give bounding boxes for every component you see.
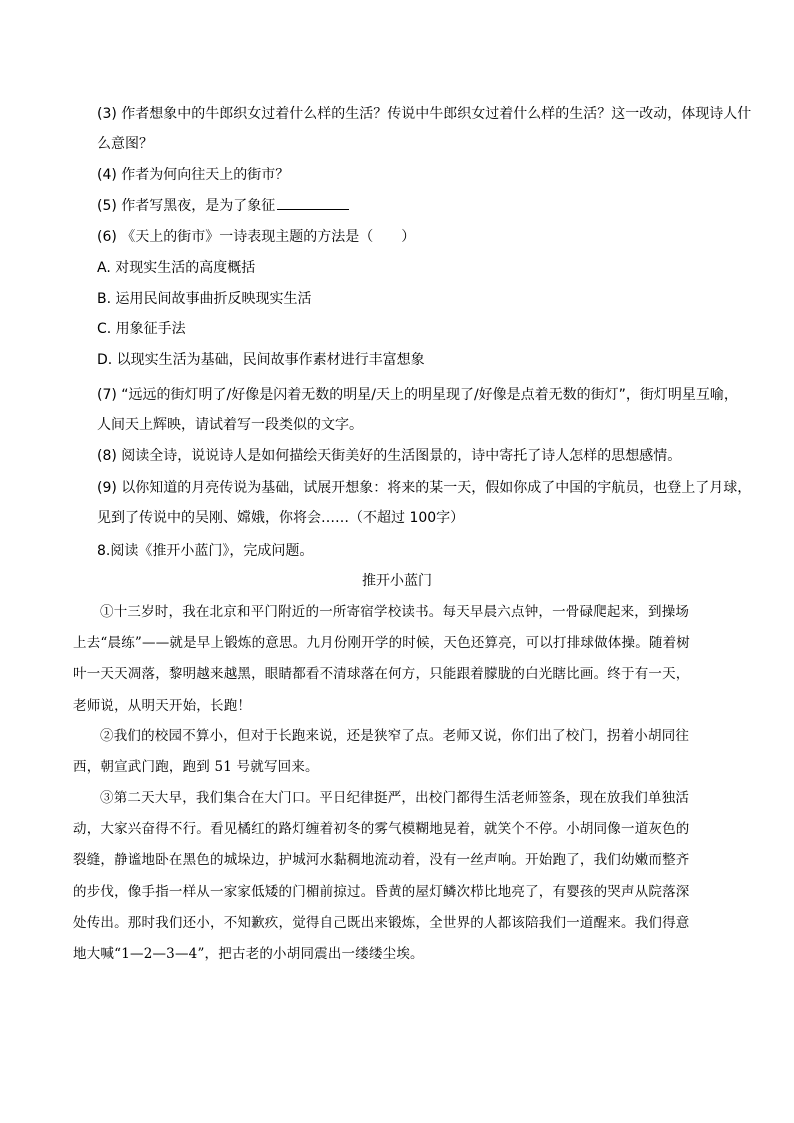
option-c: C. 用象征手法	[97, 321, 186, 337]
passage-paragraph-3: ③第二天大早，我们集合在大门口。平日纪律挺严，出校门都得生活老师签条，现在放我们单独活动，大家兴奋得不行。看见橘红的路灯缠着初冬的雾气模糊地晃着，就笑个不停。小胡同像一道灰色的裂缝，静谧地卧在黑色的城垛边，护城河水黏稠地流动着，没有一丝声响。开始跑了，我们幼嫩而整齐的步伐，像手指一样从一家家低矮的门楣前掠过。昏黄的屋灯鳞次栉比地亮了，有婴孩的哭声从院落深处传出。那时我们还小，不知歉疚，觉得自己既出来锻炼，全世界的人都该陪我们一道醒来。我们得意地大喊“1—2—3—4”，把古老的小胡同震出一缕缕尘埃。	[73, 790, 690, 963]
option-d: D. 以现实生活为基础，民间故事作素材进行丰富想象	[97, 352, 425, 368]
question-7-line-2: 人间天上辉映，请试着写一段类似的文字。	[97, 417, 363, 433]
passage-title: 推开小蓝门	[362, 573, 432, 589]
question-7-line-1: (7) “远远的街灯明了/好像是闪着无数的明星/天上的明星现了/好像是点着无数的街灯”，街灯明星互喻，	[97, 387, 738, 403]
question-9-line-1: (9) 以你知道的月亮传说为基础，试展开想象：将来的某一天，假如你成了中国的宇航员，也登上了月球，	[97, 480, 752, 496]
question-5-text: (5) 作者写黑夜，是为了象征	[97, 198, 276, 214]
question-9-line-2: 见到了传说中的吴刚、嫦娥，你将会……（不超过 100字）	[97, 510, 465, 526]
question-6: (6) 《天上的街市》一诗表现主题的方法是（ ）	[97, 229, 416, 245]
option-b: B. 运用民间故事曲折反映现实生活	[97, 291, 312, 307]
answer-blank[interactable]	[277, 195, 349, 210]
question-3-line-2: 么意图？	[97, 136, 153, 152]
question-5	[97, 191, 737, 221]
question-8: (8) 阅读全诗，说说诗人是如何描绘天街美好的生活图景的，诗中寄托了诗人怎样的思想感情。	[97, 448, 682, 464]
section-8-heading: 8.阅读《推开小蓝门》，完成问题。	[97, 543, 314, 559]
question-4: (4) 作者为何向往天上的街市？	[97, 167, 290, 183]
passage-paragraph-2: ②我们的校园不算小，但对于长跑来说，还是狭窄了点。老师又说，你们出了校门，拐着小胡同往西，朝宣武门跑，跑到 51 号就写回来。	[73, 728, 690, 776]
option-a: A. 对现实生活的高度概括	[97, 260, 256, 276]
question-3-line-1: (3) 作者想象中的牛郎织女过着什么样的生活？传说中牛郎织女过着什么样的生活？这一改动，体现诗人什	[97, 106, 752, 122]
passage-paragraph-1: ①十三岁时，我在北京和平门附近的一所寄宿学校读书。每天早晨六点钟，一骨碌爬起来，到操场上去“晨练”——就是早上锻炼的意思。九月份刚开学的时候，天色还算亮，可以打排球做体操。随着树叶一天天凋落，黎明越来越黑，眼睛都看不清球落在何方，只能跟着朦胧的白光瞎比画。终于有一天，老师说，从明天开始，长跑！	[73, 604, 691, 714]
